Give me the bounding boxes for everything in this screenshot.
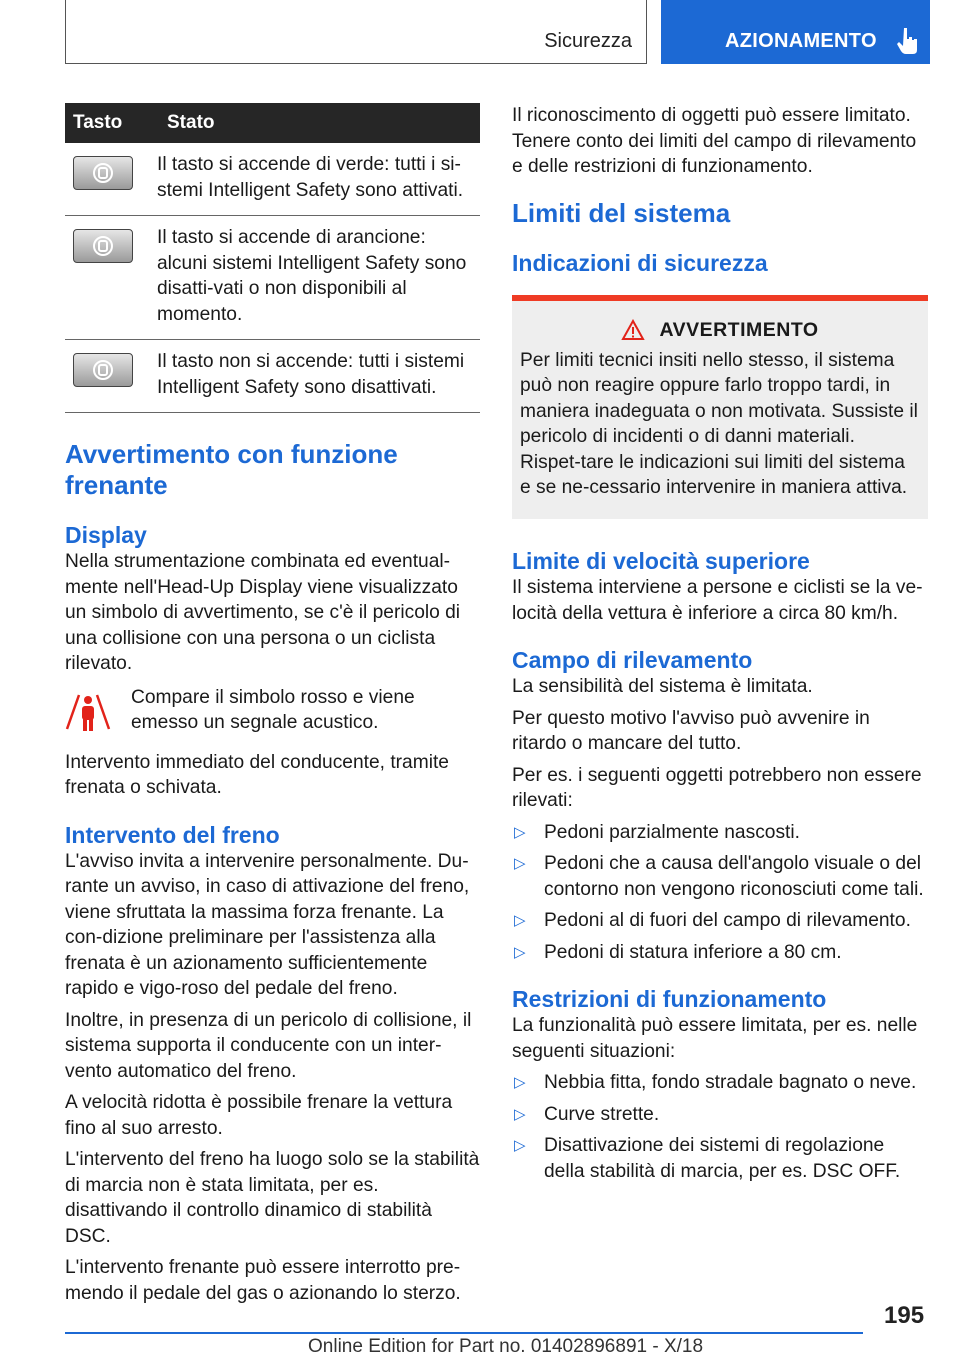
paragraph-velocita: Il sistema interviene a persone e ciclisti se la ve-locità della vettura è inferiore a circa 80 km/h.	[512, 577, 923, 624]
table-header-tasto: Tasto	[65, 103, 155, 143]
bullet-marker-icon: ▷	[514, 943, 526, 961]
heading-limiti-sistema: Limiti del sistema	[512, 197, 731, 228]
section-header-box	[65, 0, 647, 64]
heading-indicazioni-sicurezza: Indicazioni di sicurezza	[512, 249, 768, 276]
bullet-marker-icon: ▷	[514, 1137, 526, 1155]
heading-campo-rilevamento: Campo di rilevamento	[512, 647, 753, 674]
paragraph-freno-3: A velocità ridotta è possibile frenare la vettura fino al suo arresto.	[65, 1092, 453, 1139]
chapter-tab	[661, 0, 930, 64]
table-header-stato: Stato	[155, 103, 480, 143]
warning-box	[512, 295, 928, 520]
intelligent-safety-button-icon	[73, 229, 133, 263]
intelligent-safety-button-icon	[73, 156, 133, 190]
list-item: ▷ Curve strette.	[512, 1102, 928, 1128]
warning-title-row	[520, 319, 920, 342]
heading-display: Display	[65, 522, 147, 548]
paragraph-campo-1: La sensibilità del sistema è limitata.	[512, 676, 813, 698]
heading-limite-velocita: Limite di velocità superiore	[512, 548, 810, 575]
bullet-marker-icon: ▷	[514, 1105, 526, 1123]
paragraph-freno-1: L'avviso invita a intervenire personalmente. Du-rante un avviso, in caso di attivazione del freno, viene sfruttata la massima forza frenante. La con-dizione preliminare per l'assistenza alla frenata è un azionamento sufficientemente rapido e vigo-roso del pedale del freno.	[65, 850, 470, 999]
list-item: ▷ Pedoni al di fuori del campo di rilevamento.	[512, 908, 928, 934]
list-item: ▷ Nebbia fitta, fondo stradale bagnato o neve.	[512, 1070, 928, 1096]
table-cell-status: Il tasto si accende di arancione: alcuni sistemi Intelligent Safety sono disatti-vati o non disponibili al momento.	[155, 216, 480, 340]
footer-divider	[65, 1332, 863, 1334]
heading-intervento-freno: Intervento del freno	[65, 821, 280, 848]
heading-avvertimento: Avvertimento con funzione frenante	[65, 439, 398, 500]
heading-restrizioni: Restrizioni di funzionamento	[512, 986, 827, 1013]
left-column	[65, 103, 480, 1312]
paragraph-restrizioni: La funzionalità può essere limitata, per es. nelle seguenti situazioni:	[512, 1015, 918, 1062]
table-row	[65, 216, 480, 340]
pedestrian-warning-icon	[65, 691, 111, 733]
table-row	[65, 143, 480, 216]
table-row	[65, 340, 480, 413]
table-cell-status: Il tasto non si accende: tutti i sistemi Intelligent Safety sono disattivati.	[155, 340, 480, 413]
bullet-marker-icon: ▷	[514, 1074, 526, 1092]
table-cell-status: Il tasto si accende di verde: tutti i si-stemi Intelligent Safety sono attivati.	[155, 143, 480, 216]
warning-symbol-row	[65, 685, 480, 742]
paragraph-freno-5: L'intervento frenante può essere interrotto pre-mendo il pedale del gas o azionando lo sterzo.	[65, 1257, 461, 1304]
page-number: 195	[884, 1302, 925, 1329]
warning-title: AVVERTIMENTO	[659, 318, 819, 341]
list-item: ▷ Pedoni che a causa dell'angolo visuale o del contorno non vengono riconosciuti come tali.	[512, 851, 928, 902]
hand-pointer-icon	[897, 26, 921, 54]
bullet-marker-icon: ▷	[514, 912, 526, 930]
paragraph-freno-4: L'intervento del freno ha luogo solo se la stabilità di marcia non è stata limitata, per es. disattivando il controllo dinamico di stabilità DSC.	[65, 1149, 480, 1247]
footer-edition: Online Edition for Part no. 01402896891 - X/18	[308, 1336, 704, 1357]
bullet-marker-icon: ▷	[514, 855, 526, 873]
paragraph-campo-2: Per questo motivo l'avviso può avvenire in ritardo o mancare del tutto.	[512, 707, 870, 755]
paragraph-intervento: Intervento immediato del conducente, tramite frenata o schivata.	[65, 751, 449, 798]
list-item: ▷ Pedoni di statura inferiore a 80 cm.	[512, 940, 928, 966]
right-column	[512, 103, 928, 1190]
section-title: Sicurezza	[544, 30, 632, 52]
list-item: ▷ Pedoni parzialmente nascosti.	[512, 820, 928, 846]
intelligent-safety-button-icon	[73, 353, 133, 387]
button-status-table	[65, 103, 480, 413]
warning-text: Per limiti tecnici insiti nello stesso, il sistema può non reagire oppure farlo troppo tardi, in maniera inadeguata o non motivata. Sussiste il pericolo di incidenti o di danni materiali. Rispet-tare le indicazioni sui limiti del sistema e se ne-cessario intervenire in maniera attiva.	[520, 349, 918, 499]
paragraph-display: Nella strumentazione combinata ed eventual-mente nell'Head-Up Display viene visualizzato un simbolo di avvertimento, se c'è il pericolo di una collisione con una persona o un ciclista rilevato.	[65, 551, 461, 674]
paragraph-campo-3: Per es. i seguenti oggetti potrebbero non essere rilevati:	[512, 764, 922, 812]
bullet-marker-icon: ▷	[514, 823, 526, 841]
chapter-title: AZIONAMENTO	[725, 30, 877, 52]
warning-triangle-icon	[621, 319, 645, 341]
paragraph-intro: Il riconoscimento di oggetti può essere limitato. Tenere conto dei limiti del campo di rilevamento e delle restrizioni di funzionamento.	[512, 105, 917, 177]
symbol-description: Compare il simbolo rosso e viene emesso un segnale acustico.	[131, 686, 415, 733]
paragraph-freno-2: Inoltre, in presenza di un pericolo di collisione, il sistema supporta il conducente con un inter-vento automatico del freno.	[65, 1009, 472, 1082]
list-item: ▷ Disattivazione dei sistemi di regolazione della stabilità di marcia, per es. DSC OFF.	[512, 1133, 928, 1184]
